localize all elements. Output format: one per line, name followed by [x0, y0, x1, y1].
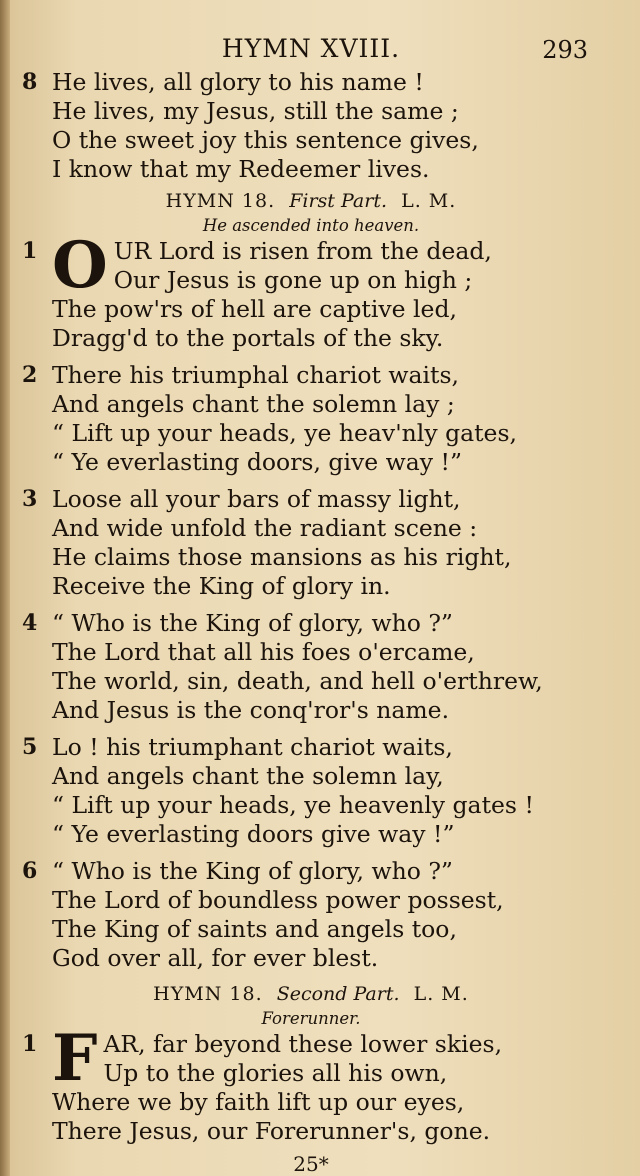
- hymn-meter: L. M.: [413, 983, 469, 1005]
- stanza-4: [22, 609, 600, 725]
- page-number: 293: [542, 36, 588, 64]
- verse-line: The pow'rs of hell are captive led,: [52, 295, 457, 323]
- drop-capital: F: [52, 1021, 98, 1096]
- stanza-5: [22, 733, 600, 849]
- verse-line: Our Jesus is gone up on high ;: [113, 266, 473, 294]
- verse-line: “ Who is the King of glory, who ?”: [52, 857, 453, 885]
- hymn-part: Second Part.: [276, 983, 400, 1005]
- signature-mark: 25*: [293, 1152, 329, 1176]
- verse-line: Receive the King of glory in.: [52, 572, 391, 600]
- verse-line: Loose all your bars of massy light,: [52, 485, 461, 513]
- verse-line: There his triumphal chariot waits,: [52, 361, 460, 389]
- hymn-meter: L. M.: [401, 190, 457, 212]
- verse-line: O the sweet joy this sentence gives,: [52, 126, 479, 154]
- hymn-heading-first-part: [22, 190, 600, 212]
- running-title: HYMN XVIII.: [221, 34, 401, 63]
- stanza-1-second-part: [22, 1021, 600, 1146]
- hymn-heading-second-part: [22, 983, 600, 1005]
- verse-line: And wide unfold the radiant scene :: [52, 514, 478, 542]
- hymn-label: HYMN 18.: [153, 983, 263, 1005]
- verse-line: And angels chant the solemn lay ;: [52, 390, 455, 418]
- stanza-number: 4: [22, 610, 38, 636]
- stanza-8: [22, 68, 600, 184]
- hymn-part: First Part.: [289, 190, 388, 212]
- hymn-label: HYMN 18.: [165, 190, 276, 212]
- verse-line: He lives, all glory to his name !: [52, 68, 424, 96]
- verse-line: The Lord that all his foes o'ercame,: [52, 638, 475, 666]
- verse-line: The Lord of boundless power possest,: [52, 886, 504, 914]
- verse-line: “ Who is the King of glory, who ?”: [52, 609, 453, 637]
- stanza-6: [22, 857, 600, 973]
- stanza-1: [22, 228, 600, 353]
- verse-line: “ Ye everlasting doors, give way !”: [52, 448, 462, 476]
- verse-line: AR, far beyond these lower skies,: [103, 1030, 503, 1058]
- stanza-3: [22, 485, 600, 601]
- verse-line: And Jesus is the conq'ror's name.: [52, 696, 450, 724]
- verse-line: He lives, my Jesus, still the same ;: [52, 97, 459, 125]
- hymn-subtitle: Forerunner.: [261, 1009, 361, 1028]
- verse-line: I know that my Redeemer lives.: [52, 155, 430, 183]
- running-header: [22, 34, 600, 68]
- verse-line: “ Lift up your heads, ye heav'nly gates,: [52, 419, 517, 447]
- verse-line: Up to the glories all his own,: [103, 1059, 448, 1087]
- verse-line: “ Lift up your heads, ye heavenly gates !: [52, 791, 534, 819]
- stanza-number: 2: [22, 362, 38, 388]
- verse-line: Where we by faith lift up our eyes,: [52, 1088, 465, 1116]
- verse-line: UR Lord is risen from the dead,: [113, 237, 492, 265]
- verse-line: There Jesus, our Forerunner's, gone.: [52, 1117, 491, 1145]
- drop-capital: O: [52, 228, 108, 303]
- stanza-number: 3: [22, 486, 38, 512]
- verse-line: Lo ! his triumphant chariot waits,: [52, 733, 453, 761]
- stanza-number: 6: [22, 858, 38, 884]
- stanza-number: 1: [22, 1031, 38, 1057]
- stanza-number: 8: [22, 69, 38, 95]
- verse-line: The King of saints and angels too,: [52, 915, 457, 943]
- verse-line: Dragg'd to the portals of the sky.: [52, 324, 444, 352]
- stanza-number: 5: [22, 734, 38, 760]
- stanza-number: 1: [22, 238, 38, 264]
- verse-line: God over all, for ever blest.: [52, 944, 379, 972]
- hymn-subtitle: He ascended into heaven.: [202, 216, 420, 235]
- verse-line: And angels chant the solemn lay,: [52, 762, 444, 790]
- verse-line: “ Ye everlasting doors give way !”: [52, 820, 455, 848]
- stanza-2: [22, 361, 600, 477]
- verse-line: The world, sin, death, and hell o'erthrew,: [52, 667, 543, 695]
- verse-line: He claims those mansions as his right,: [52, 543, 512, 571]
